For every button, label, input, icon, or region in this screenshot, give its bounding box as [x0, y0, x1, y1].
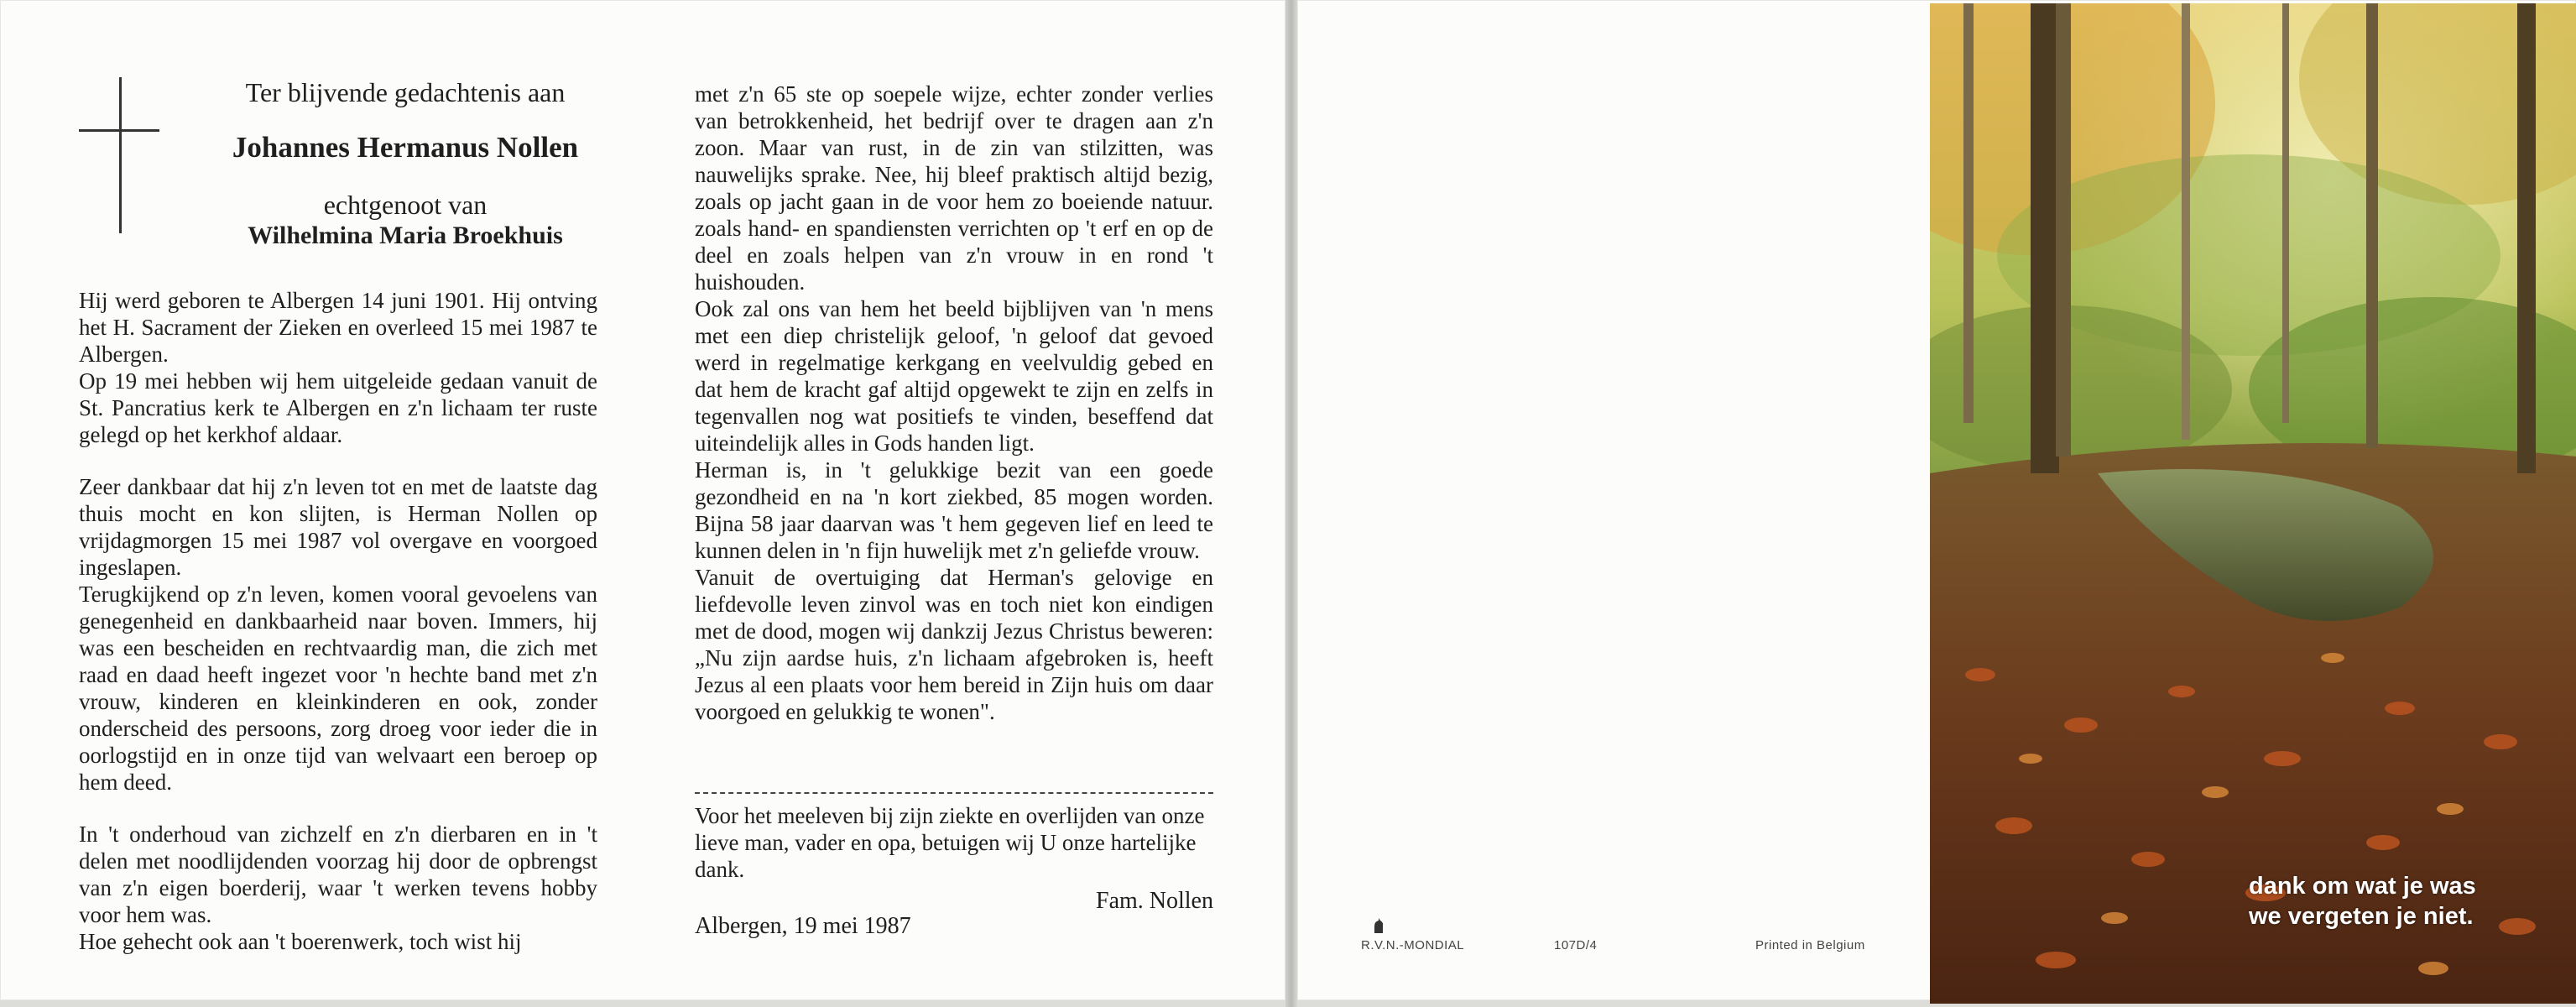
- forest-photo: [1930, 3, 2576, 1004]
- bio-paragraph: Hij werd geboren te Albergen 14 juni 1901. Hij ontving het H. Sacrament der Zieken en overleed 15 mei 1987 te Albergen.: [79, 288, 597, 367]
- biography-left-column: [79, 287, 597, 955]
- bio-paragraph: Terugkijkend op z'n leven, komen vooral gevoelens van genegenheid en dankbaarheid naar boven. Immers, hij was een bescheiden en rechtvaardig man, die zich met raad en daad heeft ingezet voor 'n hechte band met z'n vrouw, kinderen en kleinkinderen en ook, zonder onderscheid des persoons, zorg droeg voor ieder die in oorlogstijd en in onze tijd van welvaart een beroep op hem deed.: [79, 582, 597, 795]
- forest-photo-illustration: [1930, 3, 2576, 1004]
- publisher-logo-icon: [1369, 916, 1388, 935]
- spouse-intro: echtgenoot van: [323, 190, 488, 220]
- photo-caption-line: dank om wat je was: [2249, 873, 2476, 900]
- photo-caption: [2249, 871, 2526, 931]
- bio-paragraph: Hoe gehecht ook aan 't boerenwerk, toch wist hij: [79, 929, 522, 954]
- biography-right-column: [695, 81, 1213, 725]
- bio-paragraph: met z'n 65 ste op soepele wijze, echter zonder verlies van betrokkenheid, het bedrijf over te dragen aan z'n zoon. Maar van rust, in de zin van stilzitten, was nauwelijks sprake. Nee, hij bleef praktisch altijd bezig, zoals op jacht gaan in de voor hem zo boeiende natuur. zoals hand- en spandiensten verrichten op 't erf en op de deel en zoals helpen van z'n vrouw in en rond 't huishouden.: [695, 81, 1213, 295]
- spouse-name: Wilhelmina Maria Broekhuis: [248, 222, 563, 249]
- bio-paragraph: Ook zal ons van hem het beeld bijblijven van 'n mens met een diep christelijk geloof, 'n geloof dat gevoed werd in regelmatige kerkgang en veelvuldig gebed en dat hem de kracht gaf altijd opgewekt te zijn en zelfs in tegenvallen nog wat positiefs te vinden, beseffend dat uiteindelijk alles in Gods handen ligt.: [695, 296, 1213, 456]
- heading-intro: Ter blijvende gedachtenis aan: [245, 77, 566, 107]
- dashed-divider: [695, 792, 1213, 794]
- printed-in-note: Printed in Belgium: [1755, 938, 1865, 952]
- place-date: Albergen, 19 mei 1987: [695, 913, 911, 939]
- thanks-text: Voor het meeleven bij zijn ziekte en overlijden van onze lieve man, vader en opa, betuigen wij U onze hartelijke dank.: [695, 803, 1205, 882]
- bio-paragraph: Vanuit de overtuiging dat Herman's gelovige en liefdevolle leven zinvol was en toch niet kon eindigen met de dood, mogen wij dankzij Jezus Christus beweren: „Nu zijn aardse huis, z'n lichaam afgebroken is, heeft Jezus al een plaats voor hem bereid in Zijn huis om daar voorgoed en gelukkig te wonen".: [695, 565, 1213, 724]
- publisher-name: R.V.N.-MONDIAL: [1361, 938, 1465, 952]
- bio-paragraph: Zeer dankbaar dat hij z'n leven tot en met de laatste dag thuis mocht en kon slijten, is Herman Nollen op vrijdagmorgen 15 mei 1987 vol overgave en voorgoed ingeslapen.: [79, 474, 597, 580]
- bio-paragraph: Op 19 mei hebben wij hem uitgeleide gedaan vanuit de St. Pancratius kerk te Albergen en z'n lichaam ter ruste gelegd op het kerkhof aldaar.: [79, 368, 597, 447]
- bio-paragraph: In 't onderhoud van zichzelf en z'n dierbaren en in 't delen met noodlijdenden voorzag hij door de opbrengst van z'n eigen boerderij, waar 't werken tevens hobby voor hem was.: [79, 822, 597, 927]
- cross-icon-bar: [79, 129, 159, 132]
- deceased-name: Johannes Hermanus Nollen: [232, 131, 579, 164]
- fold-line: [1285, 0, 1297, 1007]
- cross-icon: [119, 77, 122, 233]
- family-signature: Fam. Nollen: [1096, 888, 1213, 914]
- product-code: 107D/4: [1554, 938, 1598, 952]
- bio-paragraph: Herman is, in 't gelukkige bezit van een goede gezondheid en na 'n kort ziekbed, 85 mogen worden. Bijna 58 jaar daarvan was 't hem gegeven lief en leed te kunnen delen in 'n fijn huwelijk met z'n geliefde vrouw.: [695, 457, 1213, 563]
- photo-caption-line: we vergeten je niet.: [2249, 903, 2474, 930]
